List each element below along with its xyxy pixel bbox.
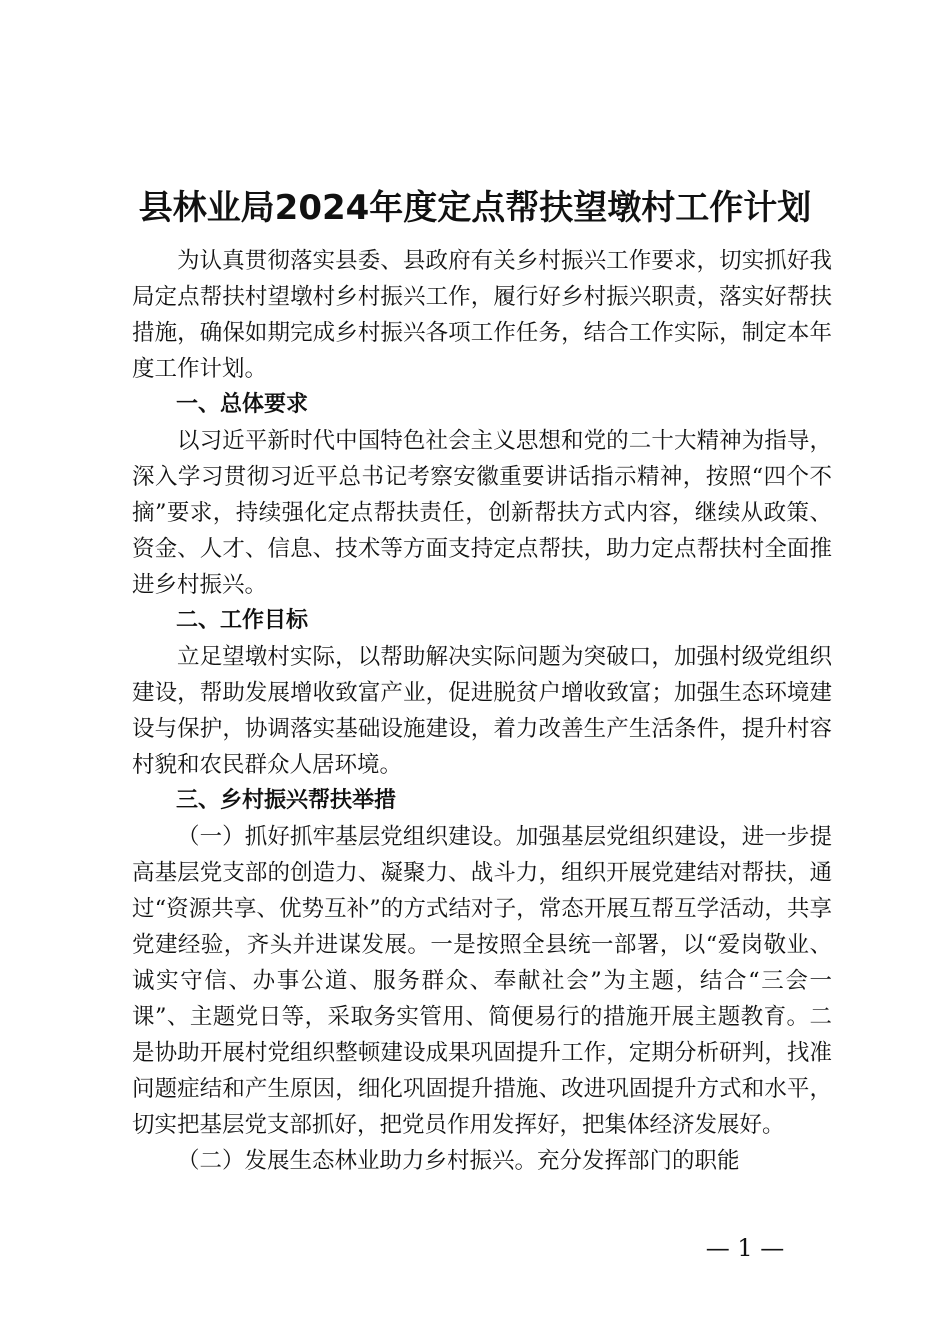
document-body (132, 243, 832, 1179)
document-title: 县林业局2024年度定点帮扶望墩村工作计划 (138, 188, 812, 228)
intro-paragraph: 为认真贯彻落实县委、县政府有关乡村振兴工作要求，切实抓好我局定点帮扶村望墩村乡村振兴工作，履行好乡村振兴职责，落实好帮扶措施，确保如期完成乡村振兴各项工作任务，结合工作实际，制定本年度工作计划。 (132, 248, 832, 382)
section-3-item-1-paragraph (132, 819, 832, 1143)
section-1-heading: 一、总体要求 (176, 392, 309, 417)
section-3-heading: 三、乡村振兴帮扶举措 (176, 788, 397, 813)
section-3-item-2-lead: （二）发展生态林业助力乡村振兴。 (177, 1148, 538, 1174)
section-2-paragraph: 立足望墩村实际，以帮助解决实际问题为突破口，加强村级党组织建设，帮助发展增收致富产业，促进脱贫户增收致富；加强生态环境建设与保护，协调落实基础设施建设，着力改善生产生活条件，提升村容村貌和农民群众人居环境。 (132, 644, 832, 778)
section-3-item-2-text: 充分发挥部门的职能 (537, 1148, 740, 1174)
section-3-item-1-text: 加强基层党组织建设，进一步提高基层党支部的创造力、凝聚力、战斗力，组织开展党建结对帮扶，通过“资源共享、优势互补”的方式结对子，常态开展互帮互学活动，共享党建经验，齐头并进谋发展。一是按照全县统一部署，以“爱岗敬业、诚实守信、办事公道、服务群众、奉献社会”为主题，结合“三会一课”、主题党日等，采取务实管用、简便易行的措施开展主题教育。二是协助开展村党组织整顿建设成果巩固提升工作，定期分析研判，找准问题症结和产生原因，细化巩固提升措施、改进巩固提升方式和水平，切实把基层党支部抓好，把党员作用发挥好，把集体经济发展好。 (132, 824, 832, 1138)
section-3-item-1-lead: （一）抓好抓牢基层党组织建设。 (177, 824, 516, 850)
section-1-paragraph: 以习近平新时代中国特色社会主义思想和党的二十大精神为指导，深入学习贯彻习近平总书记考察安徽重要讲话指示精神，按照“四个不摘”要求，持续强化定点帮扶责任，创新帮扶方式内容，继续从政策、资金、人才、信息、技术等方面支持定点帮扶，助力定点帮扶村全面推进乡村振兴。 (132, 428, 832, 598)
section-2-heading: 二、工作目标 (176, 608, 309, 633)
page-number: — 1 — (705, 1234, 785, 1262)
section-3-item-2-paragraph (132, 1143, 832, 1179)
